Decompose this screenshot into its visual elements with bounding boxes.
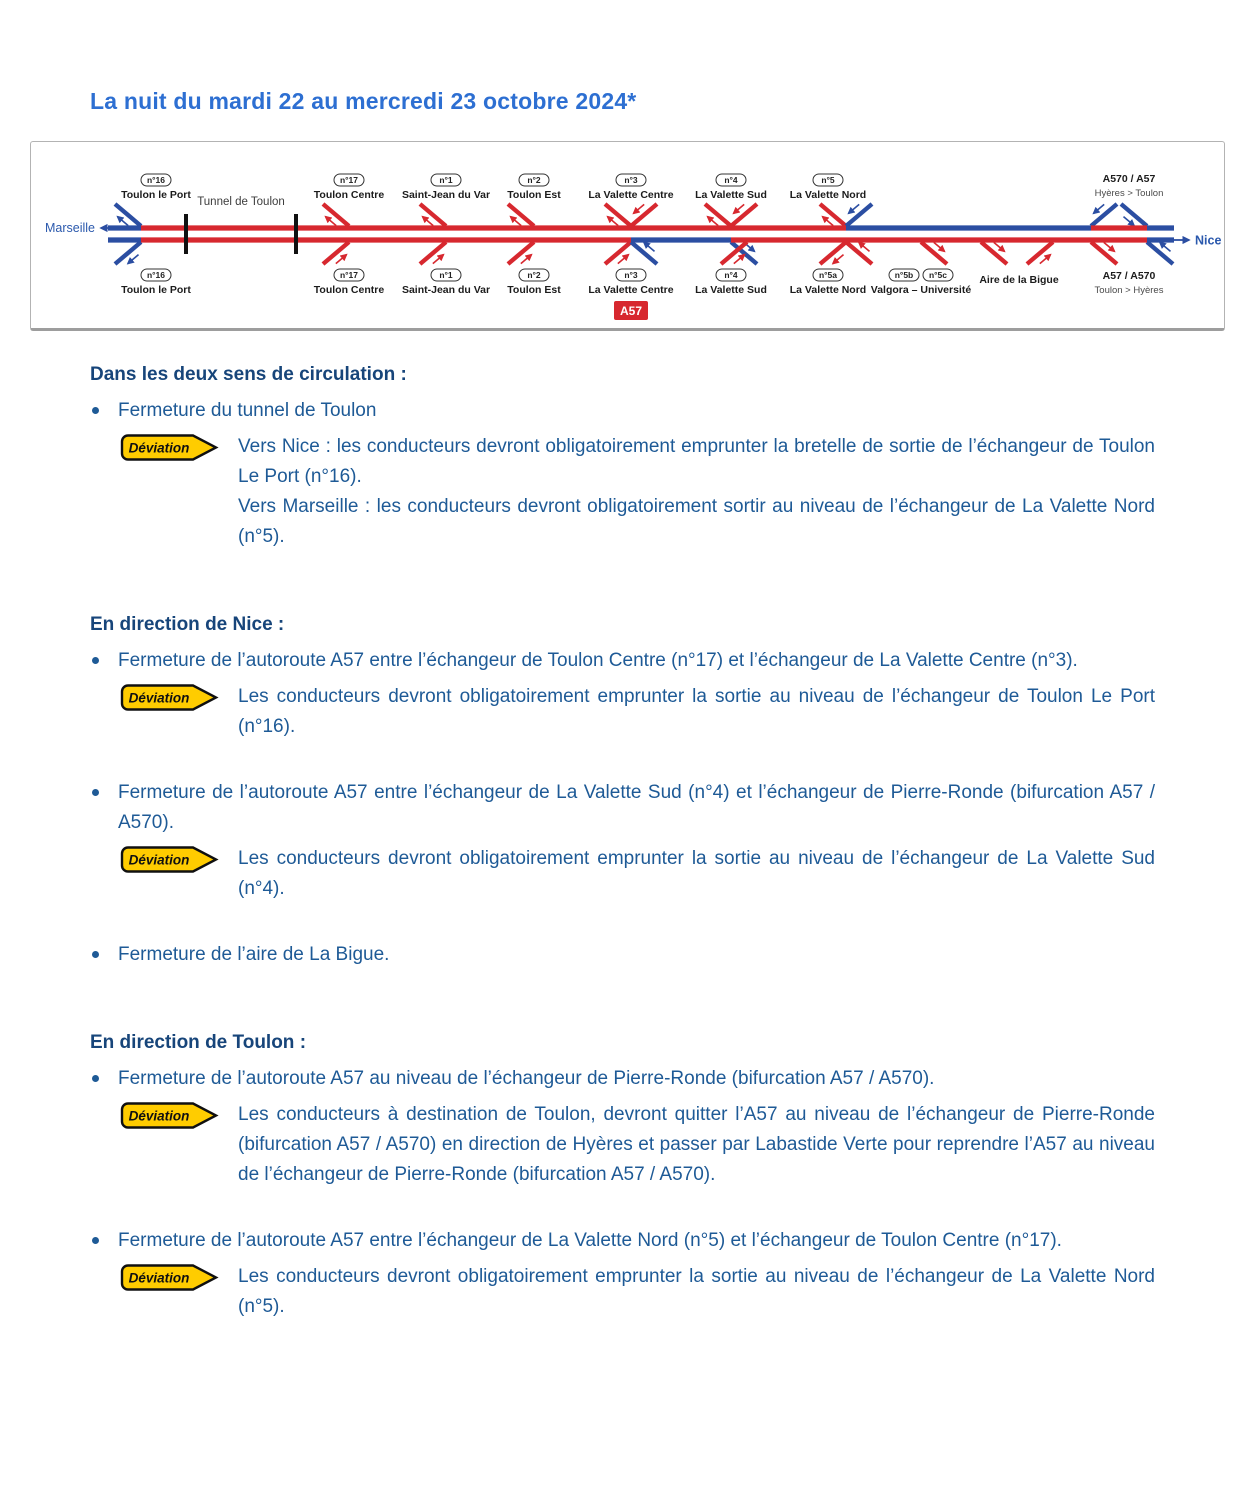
- ramp-direction-arrow-icon: [325, 217, 336, 226]
- deviation-arrow-icon: [120, 1264, 219, 1291]
- closure-item: [90, 940, 1155, 970]
- closure-bullet: [92, 1064, 1155, 1094]
- ramp-direction-arrow-icon: [1093, 204, 1104, 213]
- exit-name: Toulon le Port: [121, 189, 191, 201]
- closure-text: Fermeture de l’autoroute A57 au niveau de l’échangeur de Pierre-Ronde (bifurcation A57 / A570).: [118, 1068, 935, 1089]
- exit-number: n°5c: [928, 270, 948, 281]
- deviation-row: [90, 432, 1155, 552]
- exit-number: n°5a: [818, 270, 838, 281]
- a57-road-badge-label: A57: [619, 304, 643, 318]
- exit-name: Toulon le Port: [121, 284, 191, 296]
- ramp-direction-arrow-icon: [618, 255, 629, 264]
- ramp-direction-arrow-icon: [1160, 242, 1171, 251]
- exit-name: Saint-Jean du Var: [401, 189, 491, 201]
- ramp-direction-arrow-icon: [607, 217, 618, 226]
- ramp-direction-arrow-icon: [633, 204, 644, 213]
- exit-number: n°3: [624, 270, 638, 281]
- ramp-direction-arrow-icon: [1104, 242, 1115, 251]
- deviation-paragraph: Les conducteurs devront obligatoirement emprunter la sortie au niveau de l’échangeur de La Valette Nord (n°5).: [238, 1266, 1155, 1317]
- bullet-icon: [92, 1075, 99, 1082]
- section: [90, 614, 1155, 970]
- exit-number: n°1: [439, 175, 453, 186]
- ramp-direction-arrow-icon: [707, 217, 718, 226]
- deviation-badge: [120, 434, 219, 466]
- deviation-text: [238, 432, 1155, 552]
- deviation-arrow-icon: [120, 1102, 219, 1129]
- deviation-paragraph: Les conducteurs devront obligatoirement emprunter la sortie au niveau de l’échangeur de Toulon Le Port (n°16).: [238, 686, 1155, 737]
- section: [90, 364, 1155, 552]
- bullet-icon: [92, 407, 99, 414]
- closure-item: [90, 396, 1155, 552]
- content: [90, 364, 1155, 1322]
- closure-item: [90, 1064, 1155, 1190]
- exit-number: n°4: [724, 175, 738, 186]
- deviation-text: [238, 844, 1155, 904]
- bifurcation-direction: Hyères > Toulon: [1094, 188, 1164, 199]
- closure-item: [90, 1226, 1155, 1322]
- closure-bullet: [92, 1226, 1155, 1256]
- deviation-arrow-icon: [120, 846, 219, 873]
- exit-number: n°4: [724, 270, 738, 281]
- svg-text:Déviation: Déviation: [128, 1108, 190, 1124]
- svg-text:Déviation: Déviation: [128, 690, 190, 706]
- deviation-paragraph: Les conducteurs à destination de Toulon, devront quitter l’A57 au niveau de l’échangeur de Pierre-Ronde (bifurcation A57 / A570) en direction de Hyères et passer par Labastide Verte pour reprendre l’A57 au niveau de l’échangeur de Pierre-Ronde (bifurcation A57 / A570).: [238, 1104, 1155, 1185]
- closure-bullet: [92, 940, 1155, 970]
- exit-name: La Valette Centre: [588, 284, 674, 296]
- tunnel-boundary-tick: [184, 214, 188, 254]
- ramp: [605, 242, 631, 264]
- ramp-direction-arrow-icon: [433, 255, 444, 264]
- ramp-direction-arrow-icon: [336, 255, 347, 264]
- ramp: [1091, 242, 1117, 264]
- tunnel-boundary-tick: [294, 214, 298, 254]
- ramp: [115, 242, 141, 264]
- deviation-badge: [120, 1102, 219, 1134]
- ramp-direction-arrow-icon: [521, 255, 532, 264]
- tunnel-label: Tunnel de Toulon: [197, 196, 285, 208]
- ramp: [605, 204, 631, 226]
- ramp-direction-arrow-icon: [644, 242, 655, 251]
- ramp-direction-arrow-icon: [422, 217, 433, 226]
- exit-name: La Valette Nord: [789, 189, 867, 201]
- exit-name: Toulon Est: [507, 189, 561, 201]
- exit-name: Valgora – Université: [870, 284, 972, 296]
- closure-text: Fermeture de l’autoroute A57 entre l’échangeur de Toulon Centre (n°17) et l’échangeur de La Valette Centre (n°3).: [118, 650, 1078, 671]
- closure-bullet: [92, 778, 1155, 838]
- svg-text:Déviation: Déviation: [128, 440, 190, 456]
- highway-diagram: [30, 141, 1225, 331]
- ramp-direction-arrow-icon: [1123, 217, 1134, 226]
- svg-text:Déviation: Déviation: [128, 1270, 190, 1286]
- exit-name: La Valette Nord: [789, 284, 867, 296]
- ramp: [1091, 204, 1117, 226]
- deviation-badge: [120, 846, 219, 878]
- section-heading: En direction de Toulon :: [90, 1032, 307, 1053]
- closure-bullet: [92, 396, 1155, 426]
- exit-name: Toulon Centre: [313, 189, 385, 201]
- closure-item: [90, 778, 1155, 904]
- ramp: [323, 242, 349, 264]
- page-title: La nuit du mardi 22 au mercredi 23 octobre 2024*: [90, 88, 637, 114]
- ramp: [921, 242, 947, 264]
- deviation-row: [90, 1262, 1155, 1322]
- exit-name: La Valette Sud: [695, 189, 767, 201]
- deviation-row: [90, 1100, 1155, 1190]
- closure-text: Fermeture du tunnel de Toulon: [118, 400, 377, 421]
- ramp: [820, 204, 846, 226]
- ramp-direction-arrow-icon: [848, 204, 859, 213]
- rest-area-label: Aire de la Bigue: [979, 274, 1059, 286]
- ramp-direction-arrow-icon: [128, 255, 139, 264]
- bullet-icon: [92, 1237, 99, 1244]
- bullet-icon: [92, 951, 99, 958]
- bifurcation-label: A57 / A570: [1102, 270, 1156, 282]
- exit-number: n°17: [339, 175, 359, 186]
- bullet-icon: [92, 657, 99, 664]
- ramp: [846, 242, 872, 264]
- deviation-text: [238, 1262, 1155, 1322]
- ramp-direction-arrow-icon: [733, 204, 744, 213]
- closure-text: Fermeture de l’autoroute A57 entre l’échangeur de La Valette Nord (n°5) et l’échangeur de Toulon Centre (n°17).: [118, 1230, 1062, 1251]
- closure-text: Fermeture de l’autoroute A57 entre l’échangeur de La Valette Sud (n°4) et l’échangeur de Pierre-Ronde (bifurcation A57 / A570).: [118, 782, 1155, 833]
- bullet-icon: [92, 789, 99, 796]
- deviation-badge: [120, 1264, 219, 1296]
- ramp: [115, 204, 141, 226]
- deviation-row: [90, 682, 1155, 742]
- deviation-arrow-icon: [120, 684, 219, 711]
- deviation-paragraph: Vers Marseille : les conducteurs devront obligatoirement sortir au niveau de l’échangeur de La Valette Nord (n°5).: [238, 496, 1155, 547]
- exit-number: n°5b: [894, 270, 914, 281]
- section-heading: Dans les deux sens de circulation :: [90, 364, 407, 385]
- highway-diagram-svg: [31, 142, 1224, 328]
- bifurcation-label: A570 / A57: [1102, 173, 1156, 185]
- ramp-direction-arrow-icon: [934, 242, 945, 251]
- bifurcation-direction: Toulon > Hyères: [1094, 285, 1164, 296]
- exit-name: Saint-Jean du Var: [401, 284, 491, 296]
- deviation-arrow-icon: [120, 434, 219, 461]
- exit-name: Toulon Est: [507, 284, 561, 296]
- ramp: [420, 242, 446, 264]
- ramp-direction-arrow-icon: [994, 242, 1005, 251]
- deviation-text: [238, 1100, 1155, 1190]
- ramp-direction-arrow-icon: [510, 217, 521, 226]
- deviation-paragraph: Vers Nice : les conducteurs devront obligatoirement emprunter la bretelle de sortie de l’échangeur de Toulon Le Port (n°16).: [238, 436, 1155, 487]
- exit-number: n°16: [146, 270, 166, 281]
- exit-number: n°16: [146, 175, 166, 186]
- ramp: [1027, 242, 1053, 264]
- exit-name: La Valette Centre: [588, 189, 674, 201]
- closure-bullet: [92, 646, 1155, 676]
- ramp: [420, 204, 446, 226]
- exit-name: La Valette Sud: [695, 284, 767, 296]
- ramp: [323, 204, 349, 226]
- endpoint-nice: Nice: [1195, 233, 1222, 248]
- ramp: [631, 242, 657, 264]
- ramp-direction-arrow-icon: [117, 217, 128, 226]
- ramp: [1121, 204, 1147, 226]
- closure-item: [90, 646, 1155, 742]
- ramp-direction-arrow-icon: [859, 242, 870, 251]
- deviation-text: [238, 682, 1155, 742]
- exit-number: n°2: [527, 175, 541, 186]
- ramp: [846, 204, 872, 226]
- ramp: [631, 204, 657, 226]
- ramp-direction-arrow-icon: [1040, 255, 1051, 264]
- ramp-direction-arrow-icon: [822, 217, 833, 226]
- exit-number: n°2: [527, 270, 541, 281]
- closure-text: Fermeture de l’aire de La Bigue.: [118, 944, 390, 965]
- deviation-badge: [120, 684, 219, 716]
- section-heading: En direction de Nice :: [90, 614, 285, 635]
- exit-number: n°3: [624, 175, 638, 186]
- endpoint-marseille: Marseille: [44, 221, 95, 235]
- ramp-direction-arrow-icon: [734, 255, 745, 264]
- ramp: [705, 204, 731, 226]
- exit-name: Toulon Centre: [313, 284, 385, 296]
- ramp: [508, 204, 534, 226]
- ramp-direction-arrow-icon: [833, 255, 844, 264]
- ramp: [981, 242, 1007, 264]
- ramp: [1147, 242, 1173, 264]
- ramp: [731, 204, 757, 226]
- svg-text:Déviation: Déviation: [128, 852, 190, 868]
- ramp: [508, 242, 534, 264]
- deviation-paragraph: Les conducteurs devront obligatoirement emprunter la sortie au niveau de l’échangeur de La Valette Sud (n°4).: [238, 848, 1155, 899]
- section: [90, 1032, 1155, 1322]
- ramp: [820, 242, 846, 264]
- deviation-row: [90, 844, 1155, 904]
- exit-number: n°17: [339, 270, 359, 281]
- exit-number: n°1: [439, 270, 453, 281]
- exit-number: n°5: [821, 175, 835, 186]
